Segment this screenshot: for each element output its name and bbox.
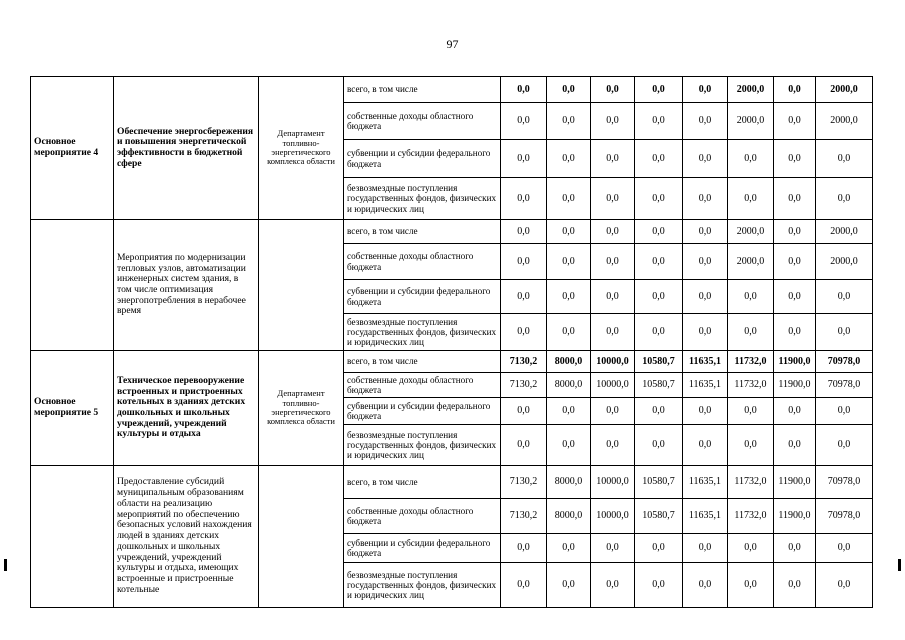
amount-cell: 0,0 [501,534,547,563]
funding-source-cell: субвенции и субсидии федерального бюджета [344,398,501,425]
amount-cell: 11900,0 [774,351,816,373]
funding-source-cell: собственные доходы областного бюджета [344,373,501,398]
amount-cell: 0,0 [501,398,547,425]
amount-cell: 0,0 [774,140,816,178]
amount-cell: 0,0 [547,534,591,563]
amount-cell: 8000,0 [547,351,591,373]
amount-cell: 0,0 [547,398,591,425]
amount-cell: 0,0 [683,244,728,280]
amount-cell: 0,0 [591,244,635,280]
amount-cell: 0,0 [728,425,774,466]
amount-cell: 2000,0 [816,220,873,244]
amount-cell: 0,0 [635,534,683,563]
amount-cell: 0,0 [728,314,774,351]
amount-cell: 0,0 [501,244,547,280]
funding-source-cell: субвенции и субсидии федерального бюджета [344,280,501,314]
amount-cell: 0,0 [728,178,774,220]
row-department-cell: Департамент топливно-энергетического комплекса области [259,351,344,466]
table-row [31,466,873,499]
amount-cell: 0,0 [683,140,728,178]
amount-cell: 0,0 [591,563,635,608]
amount-cell: 2000,0 [728,220,774,244]
row-code-cell [31,220,114,351]
row-code-cell: Основное мероприятие 5 [31,351,114,466]
amount-cell: 0,0 [591,314,635,351]
amount-cell: 0,0 [547,220,591,244]
amount-cell: 0,0 [501,280,547,314]
amount-cell: 0,0 [774,534,816,563]
funding-source-cell: собственные доходы областного бюджета [344,103,501,140]
amount-cell: 0,0 [591,534,635,563]
amount-cell: 0,0 [816,563,873,608]
funding-source-cell: всего, в том числе [344,220,501,244]
amount-cell: 0,0 [774,563,816,608]
amount-cell: 0,0 [635,244,683,280]
amount-cell: 8000,0 [547,466,591,499]
amount-cell: 0,0 [683,103,728,140]
row-department-cell [259,220,344,351]
funding-source-cell: собственные доходы областного бюджета [344,499,501,534]
amount-cell: 0,0 [635,103,683,140]
row-department-cell [259,466,344,608]
amount-cell: 0,0 [728,280,774,314]
amount-cell: 7130,2 [501,351,547,373]
amount-cell: 10580,7 [635,351,683,373]
amount-cell: 0,0 [683,280,728,314]
amount-cell: 0,0 [501,563,547,608]
amount-cell: 0,0 [635,140,683,178]
amount-cell: 0,0 [683,77,728,103]
amount-cell: 0,0 [774,398,816,425]
funding-source-cell: всего, в том числе [344,77,501,103]
amount-cell: 11635,1 [683,466,728,499]
amount-cell: 11900,0 [774,373,816,398]
budget-table [30,76,873,608]
amount-cell: 0,0 [683,425,728,466]
amount-cell: 10000,0 [591,373,635,398]
amount-cell: 0,0 [683,398,728,425]
row-code-cell: Основное мероприятие 4 [31,77,114,220]
amount-cell: 10000,0 [591,351,635,373]
amount-cell: 0,0 [547,103,591,140]
amount-cell: 0,0 [774,314,816,351]
amount-cell: 2000,0 [816,77,873,103]
amount-cell: 0,0 [547,314,591,351]
amount-cell: 0,0 [591,77,635,103]
amount-cell: 70978,0 [816,466,873,499]
amount-cell: 0,0 [591,280,635,314]
amount-cell: 0,0 [774,178,816,220]
amount-cell: 0,0 [547,280,591,314]
amount-cell: 11900,0 [774,466,816,499]
amount-cell: 10000,0 [591,499,635,534]
amount-cell: 0,0 [635,425,683,466]
funding-source-cell: субвенции и субсидии федерального бюджета [344,140,501,178]
amount-cell: 0,0 [774,425,816,466]
amount-cell: 0,0 [816,398,873,425]
amount-cell: 0,0 [728,534,774,563]
amount-cell: 0,0 [501,140,547,178]
row-code-cell [31,466,114,608]
amount-cell: 10000,0 [591,466,635,499]
amount-cell: 11635,1 [683,351,728,373]
funding-source-cell: субвенции и субсидии федерального бюджета [344,534,501,563]
table-row [31,77,873,103]
amount-cell: 0,0 [683,314,728,351]
amount-cell: 0,0 [591,140,635,178]
amount-cell: 7130,2 [501,373,547,398]
amount-cell: 0,0 [501,425,547,466]
amount-cell: 0,0 [816,425,873,466]
amount-cell: 0,0 [683,220,728,244]
table-row [31,220,873,244]
row-name-cell: Мероприятия по модернизации тепловых узлов, автоматизации инженерных систем здания, в том числе оптимизация энергопотребления в нерабочее время [114,220,259,351]
table-row [31,351,873,373]
amount-cell: 70978,0 [816,499,873,534]
amount-cell: 0,0 [591,425,635,466]
amount-cell: 11635,1 [683,499,728,534]
edge-mark-left [4,559,7,571]
amount-cell: 0,0 [547,425,591,466]
amount-cell: 11732,0 [728,466,774,499]
amount-cell: 11732,0 [728,351,774,373]
amount-cell: 0,0 [547,140,591,178]
amount-cell: 10580,7 [635,373,683,398]
amount-cell: 0,0 [774,244,816,280]
amount-cell: 11732,0 [728,373,774,398]
funding-source-cell: всего, в том числе [344,351,501,373]
edge-mark-right [898,559,901,571]
amount-cell: 8000,0 [547,499,591,534]
amount-cell: 11900,0 [774,499,816,534]
amount-cell: 0,0 [816,314,873,351]
amount-cell: 0,0 [591,103,635,140]
amount-cell: 0,0 [635,280,683,314]
row-name-cell: Обеспечение энергосбережения и повышения энергетической эффективности в бюджетной сфере [114,77,259,220]
funding-source-cell: безвозмездные поступления государственных фондов, физических и юридических лиц [344,563,501,608]
amount-cell: 0,0 [547,178,591,220]
amount-cell: 0,0 [728,398,774,425]
amount-cell: 0,0 [501,178,547,220]
amount-cell: 0,0 [501,77,547,103]
funding-source-cell: безвозмездные поступления государственных фондов, физических и юридических лиц [344,178,501,220]
amount-cell: 0,0 [547,77,591,103]
amount-cell: 2000,0 [728,103,774,140]
amount-cell: 0,0 [501,103,547,140]
table-body [31,77,873,608]
amount-cell: 0,0 [591,178,635,220]
amount-cell: 10580,7 [635,466,683,499]
funding-source-cell: всего, в том числе [344,466,501,499]
funding-source-cell: безвозмездные поступления государственных фондов, физических и юридических лиц [344,425,501,466]
amount-cell: 0,0 [635,77,683,103]
amount-cell: 0,0 [635,178,683,220]
amount-cell: 0,0 [683,563,728,608]
amount-cell: 0,0 [816,140,873,178]
amount-cell: 2000,0 [728,244,774,280]
amount-cell: 0,0 [774,280,816,314]
amount-cell: 0,0 [728,140,774,178]
amount-cell: 2000,0 [728,77,774,103]
row-name-cell: Техническое перевооружение встроенных и пристроенных котельных в зданиях детских дошкольных и школьных учреждений, учреждений культуры и отдыха [114,351,259,466]
row-name-cell: Предоставление субсидий муниципальным образованиям области на реализацию мероприятий по обеспечению безопасных условий нахождения людей в зданиях детских дошкольных и школьных учреждений, учреждений культуры и отдыха, имеющих встроенные и пристроенные котельные [114,466,259,608]
amount-cell: 0,0 [774,77,816,103]
amount-cell: 8000,0 [547,373,591,398]
amount-cell: 0,0 [635,220,683,244]
page-number: 97 [446,37,459,51]
amount-cell: 0,0 [547,244,591,280]
amount-cell: 0,0 [816,280,873,314]
amount-cell: 11732,0 [728,499,774,534]
funding-source-cell: безвозмездные поступления государственных фондов, физических и юридических лиц [344,314,501,351]
funding-source-cell: собственные доходы областного бюджета [344,244,501,280]
amount-cell: 0,0 [635,563,683,608]
amount-cell: 0,0 [591,220,635,244]
amount-cell: 0,0 [683,178,728,220]
amount-cell: 0,0 [501,314,547,351]
amount-cell: 0,0 [816,534,873,563]
amount-cell: 0,0 [728,563,774,608]
amount-cell: 0,0 [547,563,591,608]
amount-cell: 0,0 [774,220,816,244]
amount-cell: 0,0 [683,534,728,563]
amount-cell: 0,0 [635,398,683,425]
amount-cell: 11635,1 [683,373,728,398]
amount-cell: 0,0 [591,398,635,425]
amount-cell: 70978,0 [816,373,873,398]
amount-cell: 2000,0 [816,244,873,280]
amount-cell: 0,0 [635,314,683,351]
row-department-cell: Департамент топливно-энергетического комплекса области [259,77,344,220]
amount-cell: 2000,0 [816,103,873,140]
amount-cell: 0,0 [501,220,547,244]
amount-cell: 7130,2 [501,466,547,499]
amount-cell: 10580,7 [635,499,683,534]
amount-cell: 0,0 [774,103,816,140]
amount-cell: 7130,2 [501,499,547,534]
amount-cell: 70978,0 [816,351,873,373]
amount-cell: 0,0 [816,178,873,220]
